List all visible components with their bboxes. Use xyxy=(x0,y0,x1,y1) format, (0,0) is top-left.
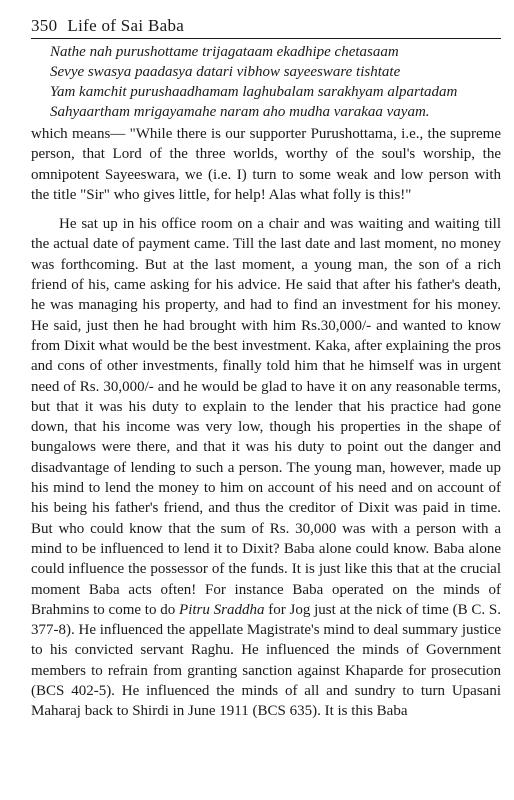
paragraph-text: He sat up in his office room on a chair and was waiting and waiting till the actual date of payment came. Till the last date and last moment, no money was forthcoming. But at the last moment, a young man, the son of a rich friend of his, came asking for his advice. He said that after his father's death, he was managing his property, and had to find an investment for his money. He said, just then he had brought with him Rs.30,000/- and wanted to know from Dixit what would be the best investment. Kaka, after explaining the pros and cons of other investments, finally told him that he himself was in urgent need of Rs. 30,000/- and he would be glad to have it on any reasonable terms, but that it was his duty to explain to the lender that his practice had gone down, that his income was very low, though his properties in the shape of bungalows were there, and that it was his duty to point out the danger and disadvantage of lending to such a person. The young man, however, made up his mind to lend the money to him on account of his need and on account of his being his father's friend, and thus the creditor of Dixit was paid in time. But who could know that the sum of Rs. 30,000 was with a person with a mind to be influenced to lend it to Dixit? Baba alone could know. Baba alone could influence the possessor of the funds. It is just like this that at the crucial moment Baba acts often! For instance Baba operated on the minds of Brahmins to come to do xyxy=(31,216,501,618)
verse-line: Nathe nah purushottame trijagataam ekadhipe chetasaam xyxy=(50,44,399,60)
running-header xyxy=(31,16,501,36)
verse-line: Sevye swasya paadasya datari vibhow sayeesware tishtate xyxy=(50,64,401,80)
italic-term: Pitru Sraddha xyxy=(179,601,265,618)
book-title: Life of Sai Baba xyxy=(67,16,185,35)
sanskrit-verse xyxy=(50,42,500,122)
verse-line: Sahyaartham mrigayamahe naram aho mudha varakaa vayam. xyxy=(50,104,430,120)
paragraph-narrative xyxy=(31,214,501,721)
verse-line: Yam kamchit purushaadhamam laghubalam sarakhyam alpartadam xyxy=(50,84,458,100)
header-rule xyxy=(31,38,501,39)
body-text xyxy=(31,124,501,722)
paragraph-text: for Jog just at the nick of time (B C. S. 377-8). He influenced the appellate Magistrate's mind to deal summary justice to his convicted servant Raghu. He influenced the minds of Government members to refrain from granting sanction against Khaparde for prosecution (BCS 402-5). He influenced the minds of all and sundry to turn Upasani Maharaj back to Shirdi in June 1911 (BCS 635). It is this Baba xyxy=(31,601,501,720)
paragraph-translation: which means— "While there is our supporter Purushottama, i.e., the supreme person, that Lord of the three worlds, worthy of the soul's worship, the omnipotent Sayeeswara, we (i.e. I) turn to some weak and low person with the title "Sir" who gives little, for help! Alas what folly is this!" xyxy=(31,126,501,203)
page-number: 350 xyxy=(31,16,58,35)
